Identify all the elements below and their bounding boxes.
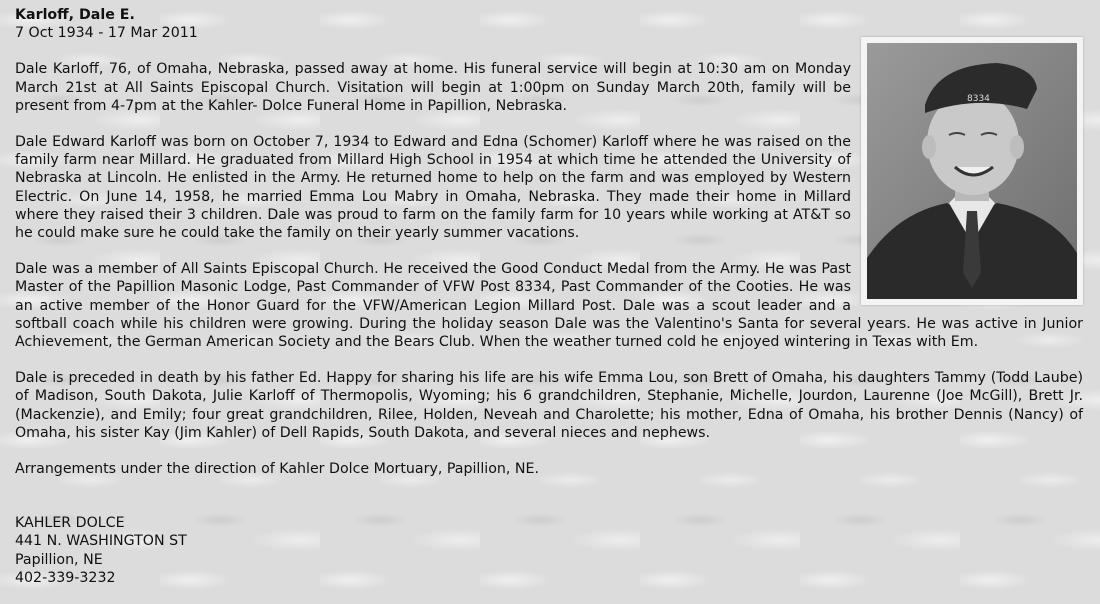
portrait-photo <box>861 37 1083 305</box>
activities-paragraph: Dale was a member of All Saints Episcopal Church. He received the Good Conduct Medal from the Army. He was Past Master of the Papillion Masonic Lodge, Past Commander of VFW Post 8334, Past Commander of the Cooties. He was an active member of the Honor Guard for the VFW/American Legion Millard Post. Dale was a scout leader and a softball coach while his children were growing. During the holiday season Dale was the Valentino's Santa for several years. He was active in Junior Achievement, the German American Society and the Bears Club. When the weather turned cold he enjoyed wintering in Texas with Em. <box>15 261 1083 351</box>
obituary-text <box>15 6 1083 587</box>
biography-paragraph: Dale Edward Karloff was born on October 7, 1934 to Edward and Edna (Schomer) Karloff where he was raised on the family farm near Millard. He graduated from Millard High School in 1954 at which time he attended the University of Nebraska at Lincoln. He enlisted in the Army. He returned home to help on the farm and was employed by Western Electric. On June 14, 1958, he married Emma Lou Mabry in Omaha, Nebraska. They made their home in Millard where they raised their 3 children. Dale was proud to farm on the family farm for 10 years while working at AT&T so he could make sure he could take the family on their yearly summer vacations. <box>15 134 851 242</box>
address-line-city: Papillion, NE <box>15 551 103 568</box>
address-line-street: 441 N. WASHINGTON ST <box>15 533 187 550</box>
service-paragraph: Dale Karloff, 76, of Omaha, Nebraska, passed away at home. His funeral service will begin at 10:30 am on Monday March 21st at All Saints Episcopal Church. Visitation will begin at 1:00pm on Sunday March 20th, family will be present from 4-7pm at the Kahler- Dolce Funeral Home in Papillion, Nebraska. <box>15 61 851 114</box>
address-line-phone: 402-339-3232 <box>15 569 116 586</box>
survivors-paragraph: Dale is preceded in death by his father Ed. Happy for sharing his life are his wife Emma Lou, son Brett of Omaha, his daughters Tammy (Todd Laube) of Madison, South Dakota, Julie Karloff of Thermopolis, Wyoming; his 6 grandchildren, Stephanie, Michelle, Jourdon, Laurenne (Joe McGill), Brett Jr. (Mackenzie), and Emily; four great grandchildren, Rilee, Holden, Neveah and Charolette; his mother, Edna of Omaha, his brother Dennis (Nancy) of Omaha, his sister Kay (Jim Kahler) of Dell Rapids, South Dakota, and several nieces and nephews. <box>15 370 1083 441</box>
mortuary-address <box>15 514 1083 587</box>
portrait-image <box>867 43 1077 299</box>
arrangements-paragraph: Arrangements under the direction of Kahler Dolce Mortuary, Papillion, NE. <box>15 461 540 478</box>
cap-number: 8334 <box>967 94 990 104</box>
deceased-name: Karloff, Dale E. <box>15 7 135 23</box>
life-dates: 7 Oct 1934 - 17 Mar 2011 <box>15 25 198 42</box>
address-line-name: KAHLER DOLCE <box>15 515 125 532</box>
